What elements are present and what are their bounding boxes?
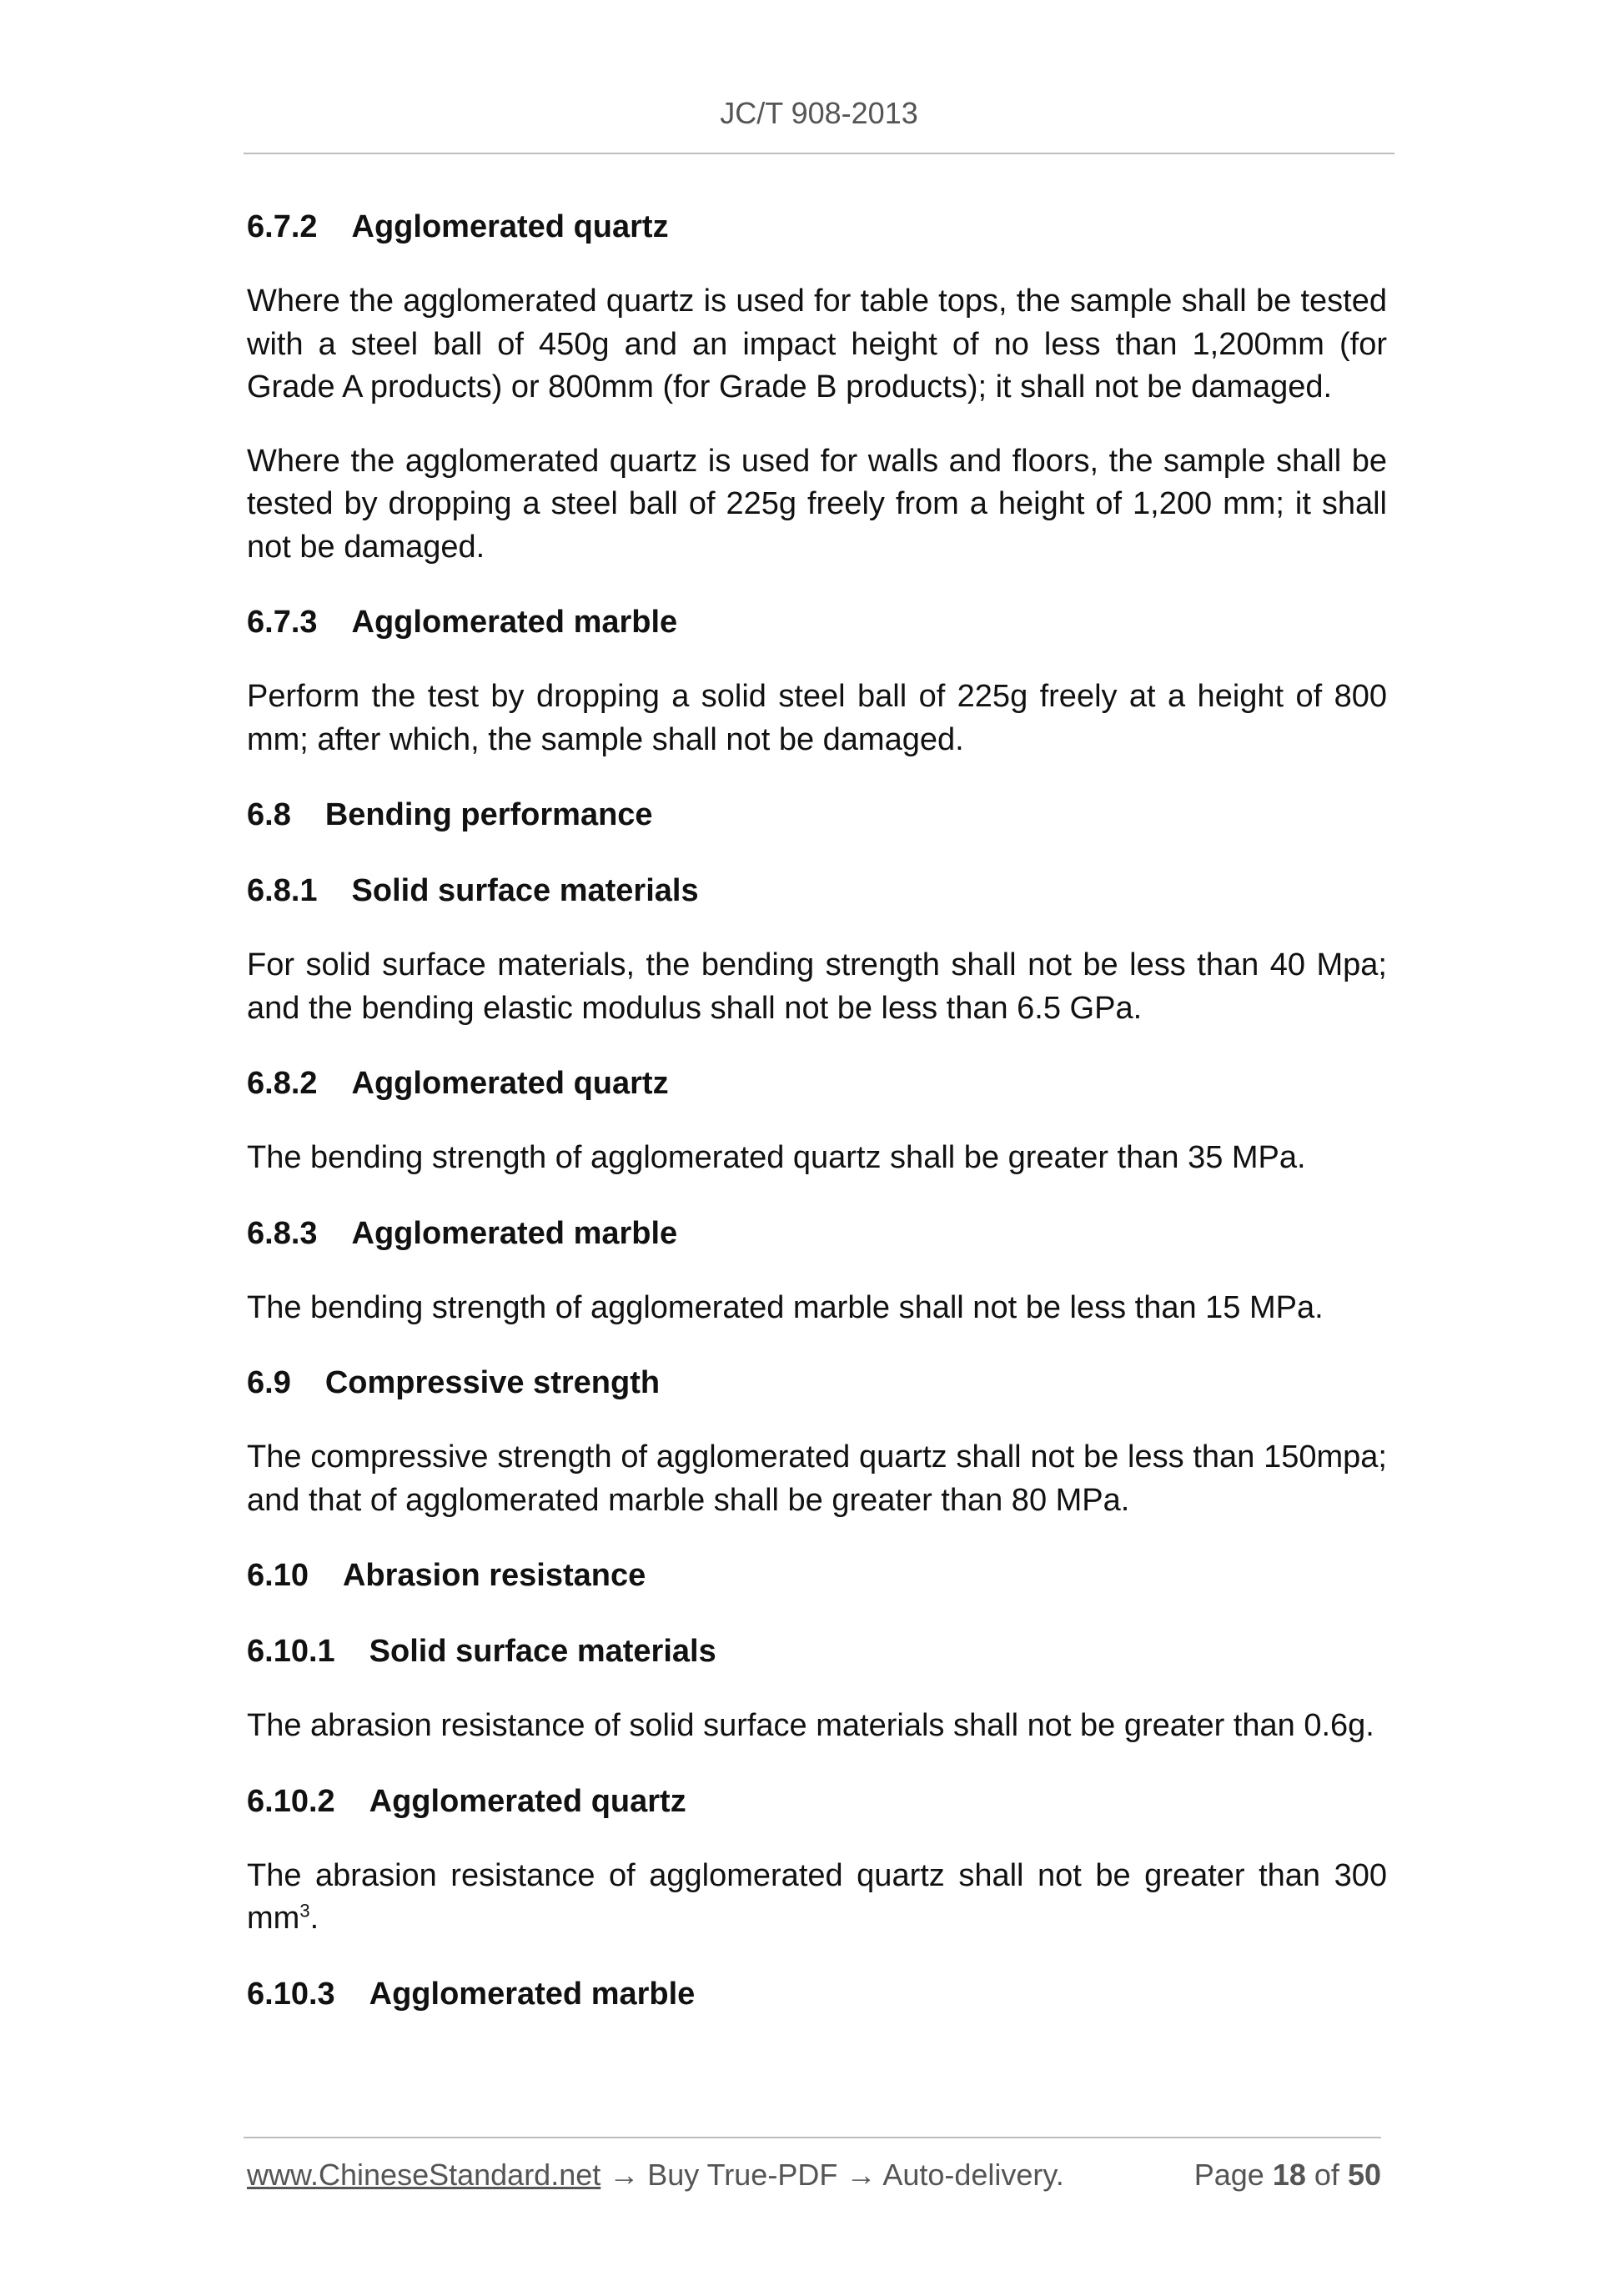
section-title: Solid surface materials [369,1634,716,1669]
section-title: Agglomerated quartz [351,1066,669,1101]
footer-promo [247,2158,1064,2193]
section-title: Abrasion resistance [342,1558,646,1593]
section-heading-6-7-3 [247,600,1387,645]
chinesestandard-link[interactable]: www.ChineseStandard.net [247,2158,601,2192]
section-number: 6.10 [247,1558,309,1593]
section-number: 6.7.2 [247,209,318,244]
section-title: Agglomerated marble [351,1215,678,1251]
section-number: 6.8 [247,797,291,832]
section-title: Agglomerated marble [351,605,678,640]
paragraph: For solid surface materials, the bending strength shall not be less than 40 Mpa; and the bending elastic modulus shall not be less than 6.5 GPa. [247,947,1387,1026]
page-footer [247,2158,1381,2193]
section-number: 6.9 [247,1365,291,1400]
superscript-exponent: 3 [299,1900,310,1922]
section-title: Agglomerated quartz [351,209,669,244]
paragraph: Perform the test by dropping a solid steel ball of 225g freely at a height of 800 mm; after which, the sample shall not be damaged. [247,679,1387,757]
paragraph: The bending strength of agglomerated quartz shall be greater than 35 MPa. [247,1140,1306,1175]
paragraph: Where the agglomerated quartz is used for table tops, the sample shall be tested with a steel ball of 450g and an impact height of no less than 1,200mm (for Grade A products) or 800mm (for Grade B products); it shall not be damaged. [247,284,1387,404]
of-label: of [1314,2158,1339,2192]
document-code-header: JC/T 908-2013 [720,96,918,130]
paragraph-text: The abrasion resistance of agglomerated quartz shall not be greater than 300 mm [247,1857,1387,1936]
section-title: Agglomerated quartz [369,1783,686,1819]
paragraph: Where the agglomerated quartz is used for walls and floors, the sample shall be tested by dropping a steel ball of 225g freely from a height of 1,200 mm; it shall not be damaged. [247,443,1387,565]
section-number: 6.10.3 [247,1976,335,2012]
section-number: 6.8.3 [247,1215,318,1251]
section-title: Agglomerated marble [369,1976,696,2012]
section-heading-6-8 [247,792,1387,837]
paragraph [247,1855,1387,1941]
section-heading-6-9 [247,1360,1387,1405]
page-content [247,204,1387,2047]
section-heading-6-10 [247,1553,1387,1598]
section-title: Compressive strength [324,1365,661,1400]
section-number: 6.8.2 [247,1066,318,1101]
section-heading-6-10-3 [247,1972,1387,2017]
page-total: 50 [1347,2158,1381,2192]
header-divider [244,153,1394,154]
footer-promo-text: → Buy True-PDF → Auto-delivery. [600,2158,1064,2192]
section-heading-6-10-1 [247,1629,1387,1674]
section-number: 6.10.1 [247,1634,335,1669]
paragraph: The abrasion resistance of solid surface materials shall not be greater than 0.6g. [247,1708,1374,1743]
page-label: Page [1193,2158,1264,2192]
paragraph: The bending strength of agglomerated marble shall not be less than 15 MPa. [247,1289,1324,1325]
section-number: 6.10.2 [247,1783,335,1819]
page-indicator [1194,2158,1381,2193]
section-heading-6-8-1 [247,868,1387,913]
section-heading-6-10-2 [247,1779,1387,1824]
section-heading-6-8-2 [247,1061,1387,1106]
section-heading-6-8-3 [247,1211,1387,1256]
page-current: 18 [1272,2158,1306,2192]
section-number: 6.7.3 [247,605,318,640]
section-number: 6.8.1 [247,873,318,908]
section-title: Bending performance [324,797,653,832]
footer-divider [244,2137,1381,2138]
section-heading-6-7-2 [247,204,1387,249]
section-title: Solid surface materials [351,873,699,908]
paragraph: The compressive strength of agglomerated quartz shall not be less than 150mpa; and that of agglomerated marble shall be greater than 80 MPa. [247,1439,1387,1518]
paragraph-end: . [309,1901,319,1936]
